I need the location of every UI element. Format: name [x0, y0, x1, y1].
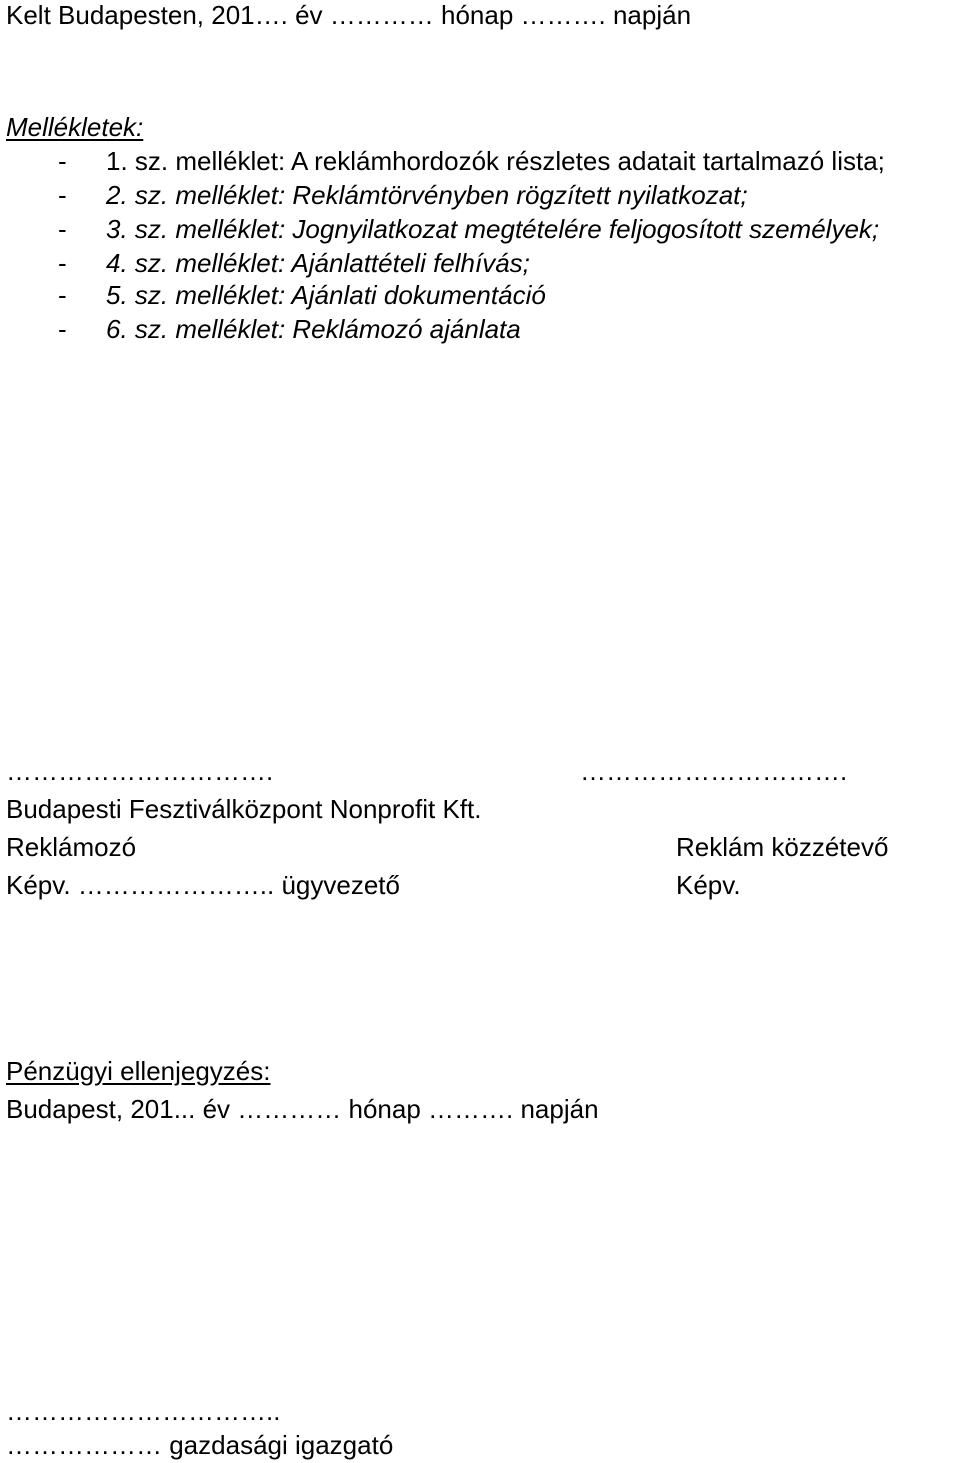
attachment-item-2: 2. sz. melléklet: Reklámtörvényben rögzített nyilatkozat;: [106, 180, 748, 210]
left-representative: Képv. ………………….. ügyvezető: [6, 870, 400, 900]
organization-name: Budapesti Fesztiválközpont Nonprofit Kft.: [6, 794, 482, 824]
financial-signature-line: …………………………..: [6, 1396, 281, 1426]
left-role-label: Reklámozó: [6, 832, 137, 862]
list-bullet: -: [58, 214, 67, 244]
list-bullet: -: [58, 280, 67, 310]
attachment-item-3: 3. sz. melléklet: Jognyilatkozat megtételére feljogosított személyek;: [106, 214, 880, 244]
right-signature-line: ………………………….: [580, 756, 848, 786]
list-bullet: -: [58, 314, 67, 344]
financial-director-label: ……………… gazdasági igazgató: [6, 1430, 394, 1460]
attachment-item-5: 5. sz. melléklet: Ajánlati dokumentáció: [106, 280, 546, 310]
attachment-item-1: 1. sz. melléklet: A reklámhordozók részletes adatait tartalmazó lista;: [106, 146, 885, 176]
document-date-line: Kelt Budapesten, 201…. év ………… hónap ………. napján: [6, 0, 692, 30]
right-representative: Képv.: [676, 870, 741, 900]
attachments-heading: Mellékletek:: [6, 112, 144, 142]
list-bullet: -: [58, 248, 67, 278]
financial-heading: Pénzügyi ellenjegyzés:: [6, 1056, 271, 1086]
left-signature-line: ………………………….: [6, 756, 274, 786]
list-bullet: -: [58, 146, 67, 176]
attachment-item-6: 6. sz. melléklet: Reklámozó ajánlata: [106, 314, 521, 344]
right-role-label: Reklám közzétevő: [676, 832, 889, 862]
financial-date-line: Budapest, 201... év ………… hónap ………. napján: [6, 1094, 599, 1124]
list-bullet: -: [58, 180, 67, 210]
attachment-item-4: 4. sz. melléklet: Ajánlattételi felhívás;: [106, 248, 530, 278]
